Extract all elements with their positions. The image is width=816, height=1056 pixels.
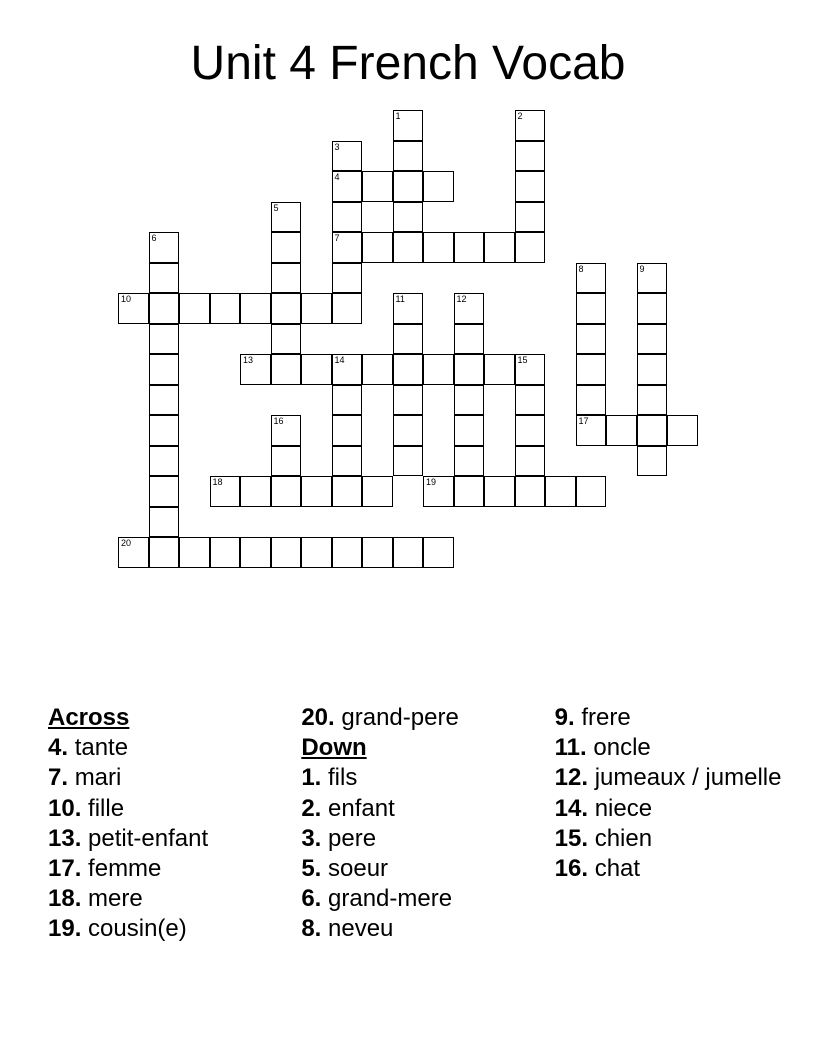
clue-item-text: soeur [328, 855, 389, 883]
grid-cell[interactable] [149, 476, 180, 507]
grid-cell[interactable] [515, 415, 546, 446]
grid-cell[interactable] [423, 476, 454, 507]
clue-item [301, 824, 534, 854]
grid-cell[interactable] [362, 171, 393, 202]
grid-cell[interactable] [149, 293, 180, 324]
clue-item-text: niece [594, 794, 653, 822]
grid-cell[interactable] [423, 537, 454, 568]
clue-item [48, 763, 281, 793]
clue-number: 7 [334, 233, 340, 243]
grid-cell[interactable] [301, 476, 332, 507]
clue-item-text: frere [581, 704, 631, 731]
grid-cell[interactable] [637, 385, 668, 416]
clue-item-text: grand-mere [328, 885, 453, 913]
grid-cell[interactable] [515, 446, 546, 477]
clue-item-number: 1. [301, 764, 322, 792]
grid-cell[interactable] [362, 537, 393, 568]
clue-number: 17 [578, 416, 589, 426]
clue-item-text: jumeaux / jumelle [594, 764, 782, 792]
grid-cell[interactable] [332, 141, 363, 172]
clue-item-number: 6. [301, 885, 322, 913]
grid-cell[interactable] [271, 293, 302, 324]
across-heading: Across [48, 704, 130, 731]
clue-item-number: 18. [48, 885, 82, 913]
clue-item-text: petit-enfant [88, 824, 209, 852]
grid-cell[interactable] [240, 476, 271, 507]
grid-cell[interactable] [210, 476, 241, 507]
clue-item-number: 2. [301, 794, 322, 822]
grid-cell[interactable] [393, 354, 424, 385]
grid-cell[interactable] [393, 446, 424, 477]
clue-number: 11 [395, 294, 405, 304]
clue-item-text: grand-pere [341, 704, 459, 731]
clue-item-text: fille [88, 794, 125, 822]
clue-item [555, 733, 788, 763]
clue-item-number: 17. [48, 855, 82, 883]
grid-cell[interactable] [423, 232, 454, 263]
grid-cell[interactable] [576, 263, 607, 294]
grid-cell[interactable] [118, 537, 149, 568]
grid-cell[interactable] [454, 232, 485, 263]
clue-item-text: pere [328, 824, 377, 852]
clue-item-number: 13. [48, 824, 82, 852]
clue-item-number: 9. [554, 704, 575, 731]
grid-cell[interactable] [179, 537, 210, 568]
clue-number: 2 [517, 111, 523, 121]
grid-cell[interactable] [393, 202, 424, 233]
clue-item-text: femme [88, 855, 162, 883]
grid-cell[interactable] [332, 263, 363, 294]
grid-cell[interactable] [515, 232, 546, 263]
grid-cell[interactable] [271, 446, 302, 477]
grid-cell[interactable] [271, 202, 302, 233]
grid-cell[interactable] [179, 293, 210, 324]
clue-item-text: mere [88, 885, 143, 913]
grid-cell[interactable] [271, 537, 302, 568]
grid-cell[interactable] [393, 110, 424, 141]
clue-number: 19 [426, 477, 437, 487]
grid-cell[interactable] [393, 171, 424, 202]
clue-item-text: chat [594, 855, 641, 883]
grid-cell[interactable] [637, 324, 668, 355]
grid-cell[interactable] [393, 537, 424, 568]
grid-cell[interactable] [271, 415, 302, 446]
grid-cell[interactable] [423, 354, 454, 385]
grid-cell[interactable] [454, 324, 485, 355]
clue-number: 3 [334, 141, 340, 152]
clue-item-text: fils [328, 764, 358, 792]
grid-cell[interactable] [393, 324, 424, 355]
grid-cell[interactable] [515, 141, 546, 172]
grid-cell[interactable] [515, 202, 546, 233]
clue-number: 13 [243, 355, 254, 365]
clue-item [48, 824, 281, 854]
grid-cell[interactable] [576, 354, 607, 385]
grid-cell[interactable] [393, 293, 424, 324]
grid-cell[interactable] [484, 354, 515, 385]
clue-number: 8 [578, 263, 584, 274]
grid-cell[interactable] [576, 293, 607, 324]
clue-item-number: 20. [301, 704, 335, 731]
clue-item-number: 16. [554, 855, 589, 883]
grid-cell[interactable] [332, 476, 363, 507]
grid-cell[interactable] [454, 476, 485, 507]
puzzle-title: Unit 4 French Vocab [190, 37, 626, 90]
grid-cell[interactable] [545, 476, 576, 507]
clue-item [555, 703, 788, 733]
down-heading: Down [301, 734, 367, 762]
clue-item [555, 763, 788, 793]
grid-cell[interactable] [576, 415, 607, 446]
clue-item-number: 8. [301, 915, 322, 943]
clue-item [301, 763, 534, 793]
clue-item-text: mari [74, 764, 122, 792]
clue-item-number: 10. [48, 794, 82, 822]
grid-cell[interactable] [301, 354, 332, 385]
clue-item-number: 11. [554, 734, 587, 762]
grid-cell[interactable] [667, 415, 698, 446]
grid-cell[interactable] [149, 385, 180, 416]
grid-cell[interactable] [454, 415, 485, 446]
grid-cell[interactable] [393, 385, 424, 416]
clue-number: 4 [334, 172, 340, 182]
grid-cell[interactable] [332, 446, 363, 477]
clue-item [48, 914, 281, 944]
grid-cell[interactable] [149, 446, 180, 477]
grid-cell[interactable] [149, 507, 180, 538]
clue-number: 16 [273, 416, 284, 426]
grid-cell[interactable] [301, 537, 332, 568]
clue-number: 1 [395, 111, 401, 121]
grid-cell[interactable] [606, 415, 637, 446]
clue-item-number: 5. [301, 855, 322, 883]
grid-cell[interactable] [454, 354, 485, 385]
grid-cell[interactable] [332, 293, 363, 324]
clue-list [48, 703, 788, 963]
grid-cell[interactable] [454, 385, 485, 416]
grid-cell[interactable] [454, 293, 485, 324]
grid-cell[interactable] [240, 537, 271, 568]
grid-cell[interactable] [515, 354, 546, 385]
grid-cell[interactable] [515, 476, 546, 507]
grid-cell[interactable] [576, 385, 607, 416]
clue-item [301, 884, 534, 914]
grid-cell[interactable] [240, 293, 271, 324]
grid-cell[interactable] [210, 293, 241, 324]
grid-cell[interactable] [393, 415, 424, 446]
grid-cell[interactable] [637, 263, 668, 294]
clue-number: 20 [121, 538, 132, 548]
grid-cell[interactable] [576, 324, 607, 355]
grid-cell[interactable] [240, 354, 271, 385]
clue-item [555, 854, 788, 884]
grid-cell[interactable] [637, 293, 668, 324]
clue-item-number: 15. [554, 824, 589, 852]
grid-cell[interactable] [332, 385, 363, 416]
clue-item [555, 824, 788, 854]
grid-cell[interactable] [362, 354, 393, 385]
grid-cell[interactable] [515, 385, 546, 416]
clue-item-text: cousin(e) [88, 915, 187, 943]
grid-cell[interactable] [149, 354, 180, 385]
grid-cell[interactable] [637, 354, 668, 385]
grid-cell[interactable] [332, 415, 363, 446]
clue-number: 14 [334, 355, 345, 365]
grid-cell[interactable] [637, 446, 668, 477]
clue-item-text: chien [594, 824, 653, 852]
grid-cell[interactable] [271, 324, 302, 355]
grid-cell[interactable] [484, 476, 515, 507]
grid-cell[interactable] [332, 354, 363, 385]
clue-item [555, 794, 788, 824]
grid-cell[interactable] [149, 263, 180, 294]
clue-number: 10 [121, 294, 132, 304]
grid-cell[interactable] [576, 476, 607, 507]
grid-cell[interactable] [484, 232, 515, 263]
clue-number: 18 [212, 477, 223, 487]
clue-item-number: 3. [301, 824, 322, 852]
grid-cell[interactable] [271, 476, 302, 507]
clue-number: 6 [151, 233, 157, 243]
grid-cell[interactable] [637, 415, 668, 446]
grid-cell[interactable] [332, 537, 363, 568]
clue-item [48, 884, 281, 914]
grid-cell[interactable] [393, 141, 424, 172]
grid-cell[interactable] [149, 232, 180, 263]
clue-item-text: neveu [328, 915, 394, 943]
grid-cell[interactable] [149, 324, 180, 355]
clue-item [301, 854, 534, 884]
grid-cell[interactable] [271, 232, 302, 263]
clue-item [301, 703, 534, 733]
clue-item [301, 794, 534, 824]
clue-item-text: enfant [328, 794, 395, 822]
clue-item [301, 914, 534, 944]
grid-cell[interactable] [271, 354, 302, 385]
grid-cell[interactable] [515, 171, 546, 202]
grid-cell[interactable] [149, 537, 180, 568]
grid-cell[interactable] [332, 202, 363, 233]
clue-number: 15 [517, 355, 528, 365]
grid-cell[interactable] [362, 232, 393, 263]
clue-item-number: 14. [554, 794, 589, 822]
grid-cell[interactable] [118, 293, 149, 324]
grid-cell[interactable] [423, 171, 454, 202]
grid-cell[interactable] [332, 171, 363, 202]
clue-item [48, 794, 281, 824]
clue-item-text: tante [74, 734, 129, 762]
clue-item [48, 854, 281, 884]
clue-item-number: 7. [48, 764, 69, 792]
clue-number: 5 [273, 202, 279, 213]
grid-cell[interactable] [301, 293, 332, 324]
clue-number: 12 [456, 294, 467, 304]
grid-cell[interactable] [362, 476, 393, 507]
clue-item-number: 12. [554, 764, 589, 792]
grid-cell[interactable] [454, 446, 485, 477]
clue-item-number: 4. [48, 734, 69, 762]
clue-item-text: oncle [593, 734, 651, 762]
grid-cell[interactable] [210, 537, 241, 568]
grid-cell[interactable] [332, 232, 363, 263]
clue-item [48, 733, 281, 763]
grid-cell[interactable] [271, 263, 302, 294]
clue-item-number: 19. [48, 915, 82, 943]
grid-cell[interactable] [149, 415, 180, 446]
clue-number: 9 [639, 263, 645, 274]
grid-cell[interactable] [393, 232, 424, 263]
grid-cell[interactable] [515, 110, 546, 141]
